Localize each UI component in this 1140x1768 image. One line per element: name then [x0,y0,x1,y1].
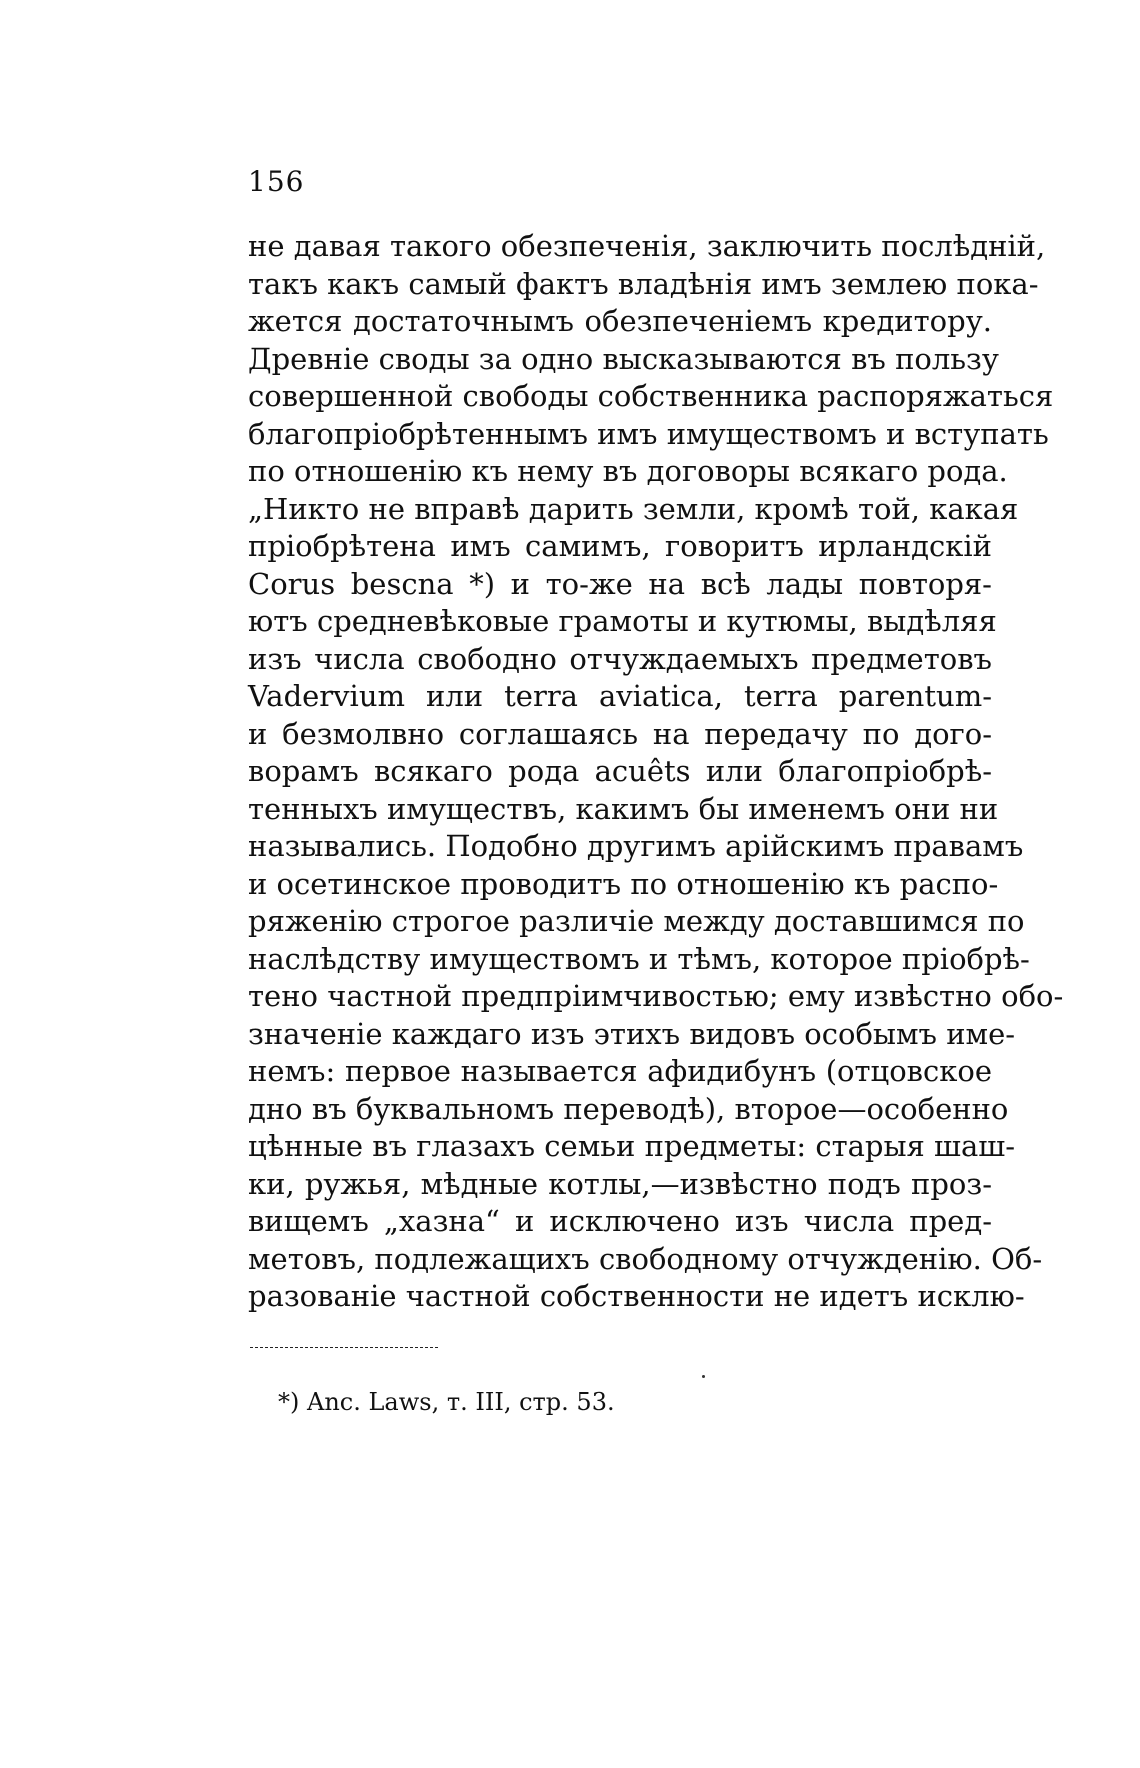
text-line: Corus bescna *) и то-же на всѣ лады повторя- [248,566,992,601]
text-line: тенныхъ имуществъ, какимъ бы именемъ они ни [248,791,999,826]
text-line: вищемъ „хазна“ и исключено изъ числа пред- [248,1204,992,1238]
text-line: дно въ буквальномъ переводѣ), второе—особенно [248,1091,1009,1126]
text-line: назывались. Подобно другимъ арійскимъ правамъ [248,829,1024,863]
text-line: метовъ, подлежащихъ свободному отчужденію. Об- [248,1241,1043,1276]
print-speck [702,1375,705,1378]
footnote-separator [250,1347,438,1348]
text-line: „Никто не вправѣ дарить земли, кромѣ той, какая [248,491,1019,526]
page-number: 156 [248,165,305,198]
text-line: пріобрѣтена имъ самимъ, говоритъ ирландскій [248,529,992,563]
text-line: не давая такого обезпеченія, заключить послѣдній, [248,229,1046,263]
text-line: ряженію строгое различіе между доставшимся по [248,904,1025,938]
text-line: ютъ средневѣковые грамоты и кутюмы, выдѣляя [248,604,997,638]
text-line: и осетинское проводитъ по отношенію къ распо- [248,866,999,901]
text-line: Vadervium или terra aviatica, terra parentum- [248,679,992,713]
body-text [248,228,1064,1316]
text-line: наслѣдству имуществомъ и тѣмъ, которое пріобрѣ- [248,941,1030,976]
text-line: цѣнные въ глазахъ семьи предметы: старыя шаш- [248,1129,1016,1163]
text-line: совершенной свободы собственника распоряжаться [248,379,1054,413]
text-line: разованіе частной собственности не идетъ исклю- [248,1279,1025,1313]
text-line: немъ: первое называется афидибунъ (отцовское [248,1054,992,1088]
text-line: такъ какъ самый фактъ владѣнія имъ землею пока- [248,266,1039,301]
text-line: значеніе каждаго изъ этихъ видовъ особымъ име- [248,1016,1016,1051]
text-line: Древніе своды за одно высказываются въ пользу [248,341,999,376]
text-line: тено частной предпріимчивостью; ему извѣстно обо- [248,979,1064,1013]
text-line: и безмолвно соглашаясь на передачу по дого- [248,716,992,751]
text-line: ворамъ всякаго рода acuêts или благопріобрѣ- [248,754,992,788]
text-line: изъ числа свободно отчуждаемыхъ предметовъ [248,641,992,676]
text-line: ки, ружья, мѣдные котлы,—извѣстно подъ проз- [248,1166,992,1201]
text-line: по отношенію къ нему въ договоры всякаго рода. [248,454,1008,488]
text-line: жется достаточнымъ обезпеченіемъ кредитору. [248,304,992,338]
text-line: благопріобрѣтеннымъ имъ имуществомъ и вступать [248,416,1049,451]
footnote: *) Anc. Laws, т. III, стр. 53. [278,1388,615,1416]
